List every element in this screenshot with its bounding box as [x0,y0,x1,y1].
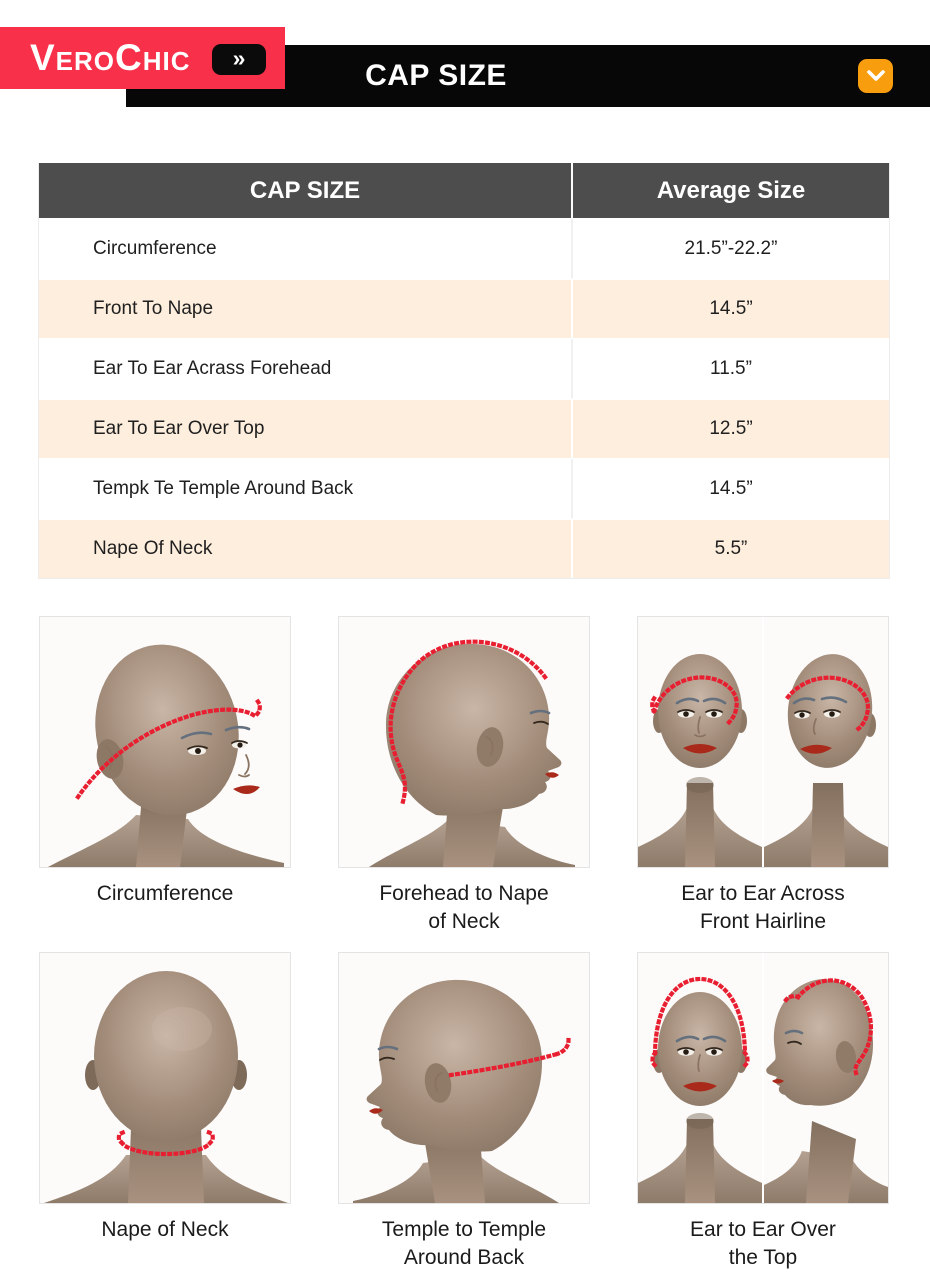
gallery-item-across-front-hairline [637,616,889,936]
table-row-ear-to-ear-over-top [39,398,889,458]
mannequin-front-and-profile-over-top [637,952,889,1204]
mannequin-three-quarter-circumference [39,616,291,868]
table-row-nape-of-neck [39,518,889,578]
mannequin-profile-left-temple-to-temple [338,952,590,1204]
measurement-value: 21.5”-22.2” [571,218,889,278]
measurement-value: 14.5” [571,278,889,338]
gallery-caption: Forehead to Nape of Neck [379,882,549,933]
measurement-value: 14.5” [571,458,889,518]
brand-logo-text: VeroChic [30,37,191,78]
chevron-down-icon [867,70,885,82]
gallery-item-over-the-top [637,952,889,1272]
mannequin-front-and-three-quarter-hairline [637,616,889,868]
measurement-label: Nape Of Neck [39,518,571,578]
measurement-label: Ear To Ear Acrass Forehead [39,338,571,398]
gallery-item-circumference [39,616,291,936]
masthead [0,0,930,107]
mannequin-profile-right-forehead-to-nape [338,616,590,868]
measurement-label: Front To Nape [39,278,571,338]
gallery-caption: Ear to Ear Across Front Hairline [681,882,845,933]
column-header-average-size: Average Size [571,163,889,218]
measurement-label: Tempk Te Temple Around Back [39,458,571,518]
gallery-item-temple-to-temple [338,952,590,1272]
gallery-caption: Nape of Neck [101,1218,229,1241]
measurement-gallery [39,616,891,1272]
cap-size-table [38,163,890,579]
table-header-row [39,163,889,218]
collapse-section-button[interactable] [858,59,893,93]
gallery-item-nape-of-neck [39,952,291,1272]
double-chevron-right-icon[interactable]: » [212,44,266,75]
measurement-value: 11.5” [571,338,889,398]
section-title: CAP SIZE [365,59,507,92]
mannequin-back-nape-ring [39,952,291,1204]
measurement-value: 5.5” [571,518,889,578]
table-row-ear-to-ear-across-forehead [39,338,889,398]
table-row-circumference [39,218,889,278]
table-row-front-to-nape [39,278,889,338]
gallery-caption: Temple to Temple Around Back [381,1218,547,1269]
measurement-label: Circumference [39,218,571,278]
gallery-item-forehead-to-nape [338,616,590,936]
column-header-cap-size: CAP SIZE [39,163,571,218]
gallery-caption: Ear to Ear Over the Top [690,1218,836,1269]
table-row-temple-around-back [39,458,889,518]
measurement-value: 12.5” [571,398,889,458]
gallery-caption: Circumference [96,882,234,905]
measurement-label: Ear To Ear Over Top [39,398,571,458]
